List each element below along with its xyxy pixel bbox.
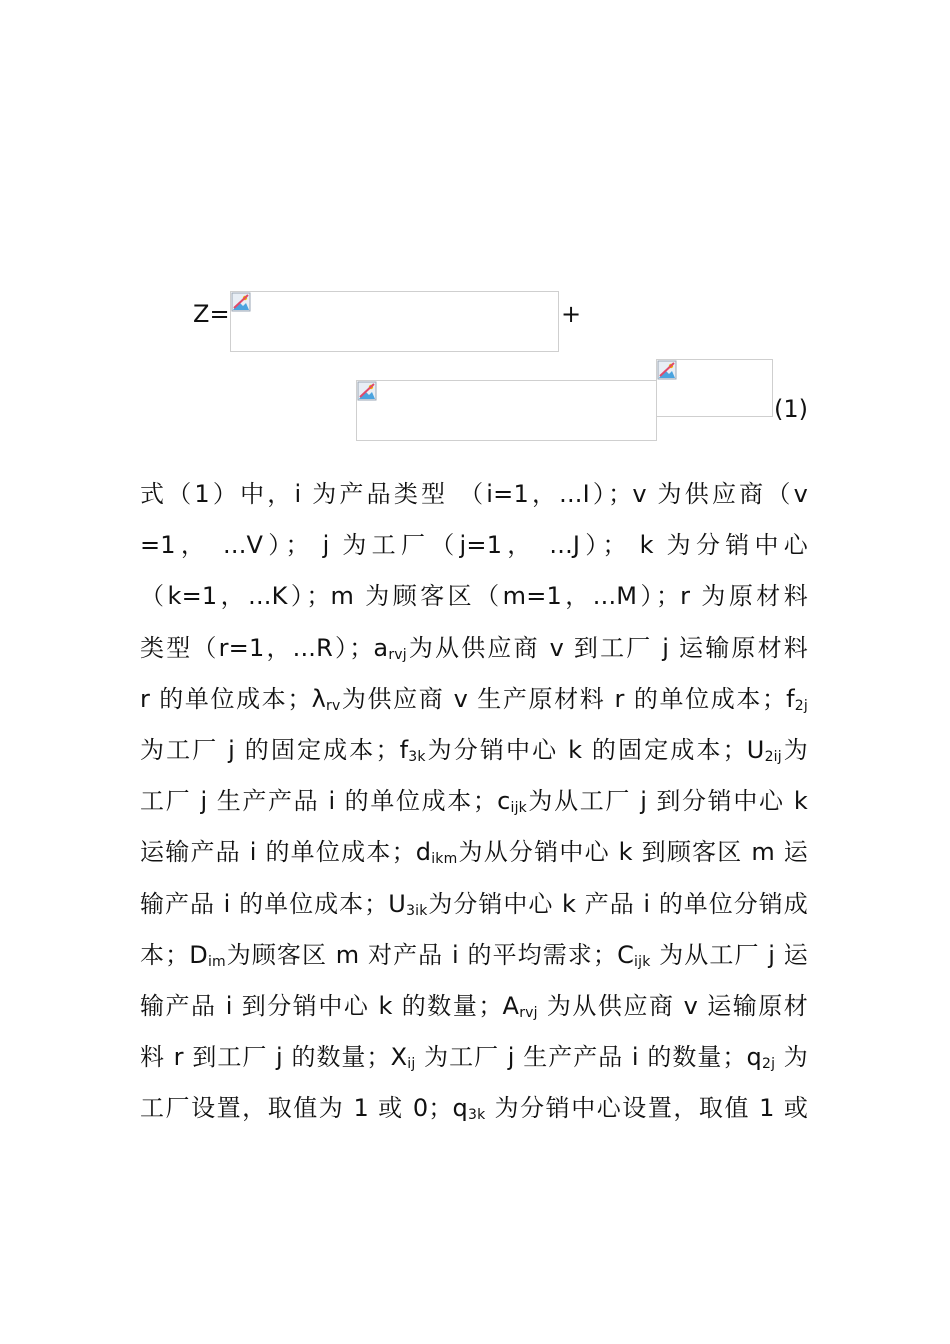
paragraph-line: 类型（r=1，...R）；$a_{rvj}$为从供应商 v 到工厂 j 运输原材料 (140, 633, 808, 663)
broken-image-icon (657, 360, 677, 380)
paragraph-line: 料 r 到工厂 j 的数量；$X_{ij}$ 为工厂 j 生产产品 i 的数量；$q_{2j}$ 为 (140, 1043, 808, 1073)
paragraph-line: （k=1，...K）；m 为顾客区（m=1，...M）；r 为原材料 (140, 582, 808, 611)
paragraph-line: =1， ...V）； j 为工厂（j=1， ...J）； k 为分销中心 (140, 531, 808, 560)
equation-plus: + (561, 300, 582, 328)
subscript: 2j (794, 697, 808, 714)
subscript: ijk (510, 800, 527, 817)
formula-image-2 (356, 380, 657, 441)
subscript: ij (407, 1056, 416, 1073)
paragraph-line: 工厂 j 生产产品 i 的单位成本；$c_{ijk}$为从工厂 j 到分销中心 k (140, 787, 808, 817)
subscript: 2ij (764, 748, 782, 765)
subscript: ijk (634, 953, 651, 970)
subscript: ikm (431, 851, 458, 868)
formula-image-3 (656, 359, 773, 417)
subscript: im (207, 953, 226, 970)
paragraph-line: 工厂设置，取值为 1 或 0；$q_{3k}$ 为分销中心设置，取值 1 或 (140, 1094, 809, 1124)
equation-number: (1) (774, 395, 808, 423)
paragraph-line: r 的单位成本；$\lambda_{rv}$为供应商 v 生产原材料 r 的单位成本；$f_{2j}$ (140, 684, 808, 714)
paragraph-line: 式（1）中，i 为产品类型 （i=1，...I）；v 为供应商（v (140, 480, 808, 508)
subscript: 3k (408, 748, 426, 765)
subscript: 3ik (406, 902, 428, 919)
subscript: 2j (761, 1056, 776, 1073)
paragraph-line: 本；$D_{im}$为顾客区 m 对产品 i 的平均需求；$C_{ijk}$ 为从工厂 j 运 (140, 940, 808, 970)
equation-z-label: Z= (193, 300, 230, 328)
subscript: rvj (519, 1004, 538, 1021)
broken-image-icon (231, 292, 251, 312)
paragraph-line: 输产品 i 到分销中心 k 的数量；$A_{rvj}$ 为从供应商 v 运输原材 (140, 991, 808, 1021)
formula-image-1 (230, 291, 559, 352)
subscript: rvj (388, 646, 407, 663)
subscript: 3k (467, 1107, 486, 1124)
variable-definitions-paragraph (140, 469, 808, 1134)
paragraph-line: 输产品 i 的单位成本；$U_{3ik}$为分销中心 k 产品 i 的单位分销成 (140, 889, 808, 919)
subscript: rv (326, 697, 341, 714)
paragraph-line: 为工厂 j 的固定成本；$f_{3k}$为分销中心 k 的固定成本；$U_{2ij}$为 (140, 735, 808, 765)
broken-image-icon (357, 381, 377, 401)
paragraph-line: 运输产品 i 的单位成本；$d_{ikm}$为从分销中心 k 到顾客区 m 运 (140, 838, 808, 868)
